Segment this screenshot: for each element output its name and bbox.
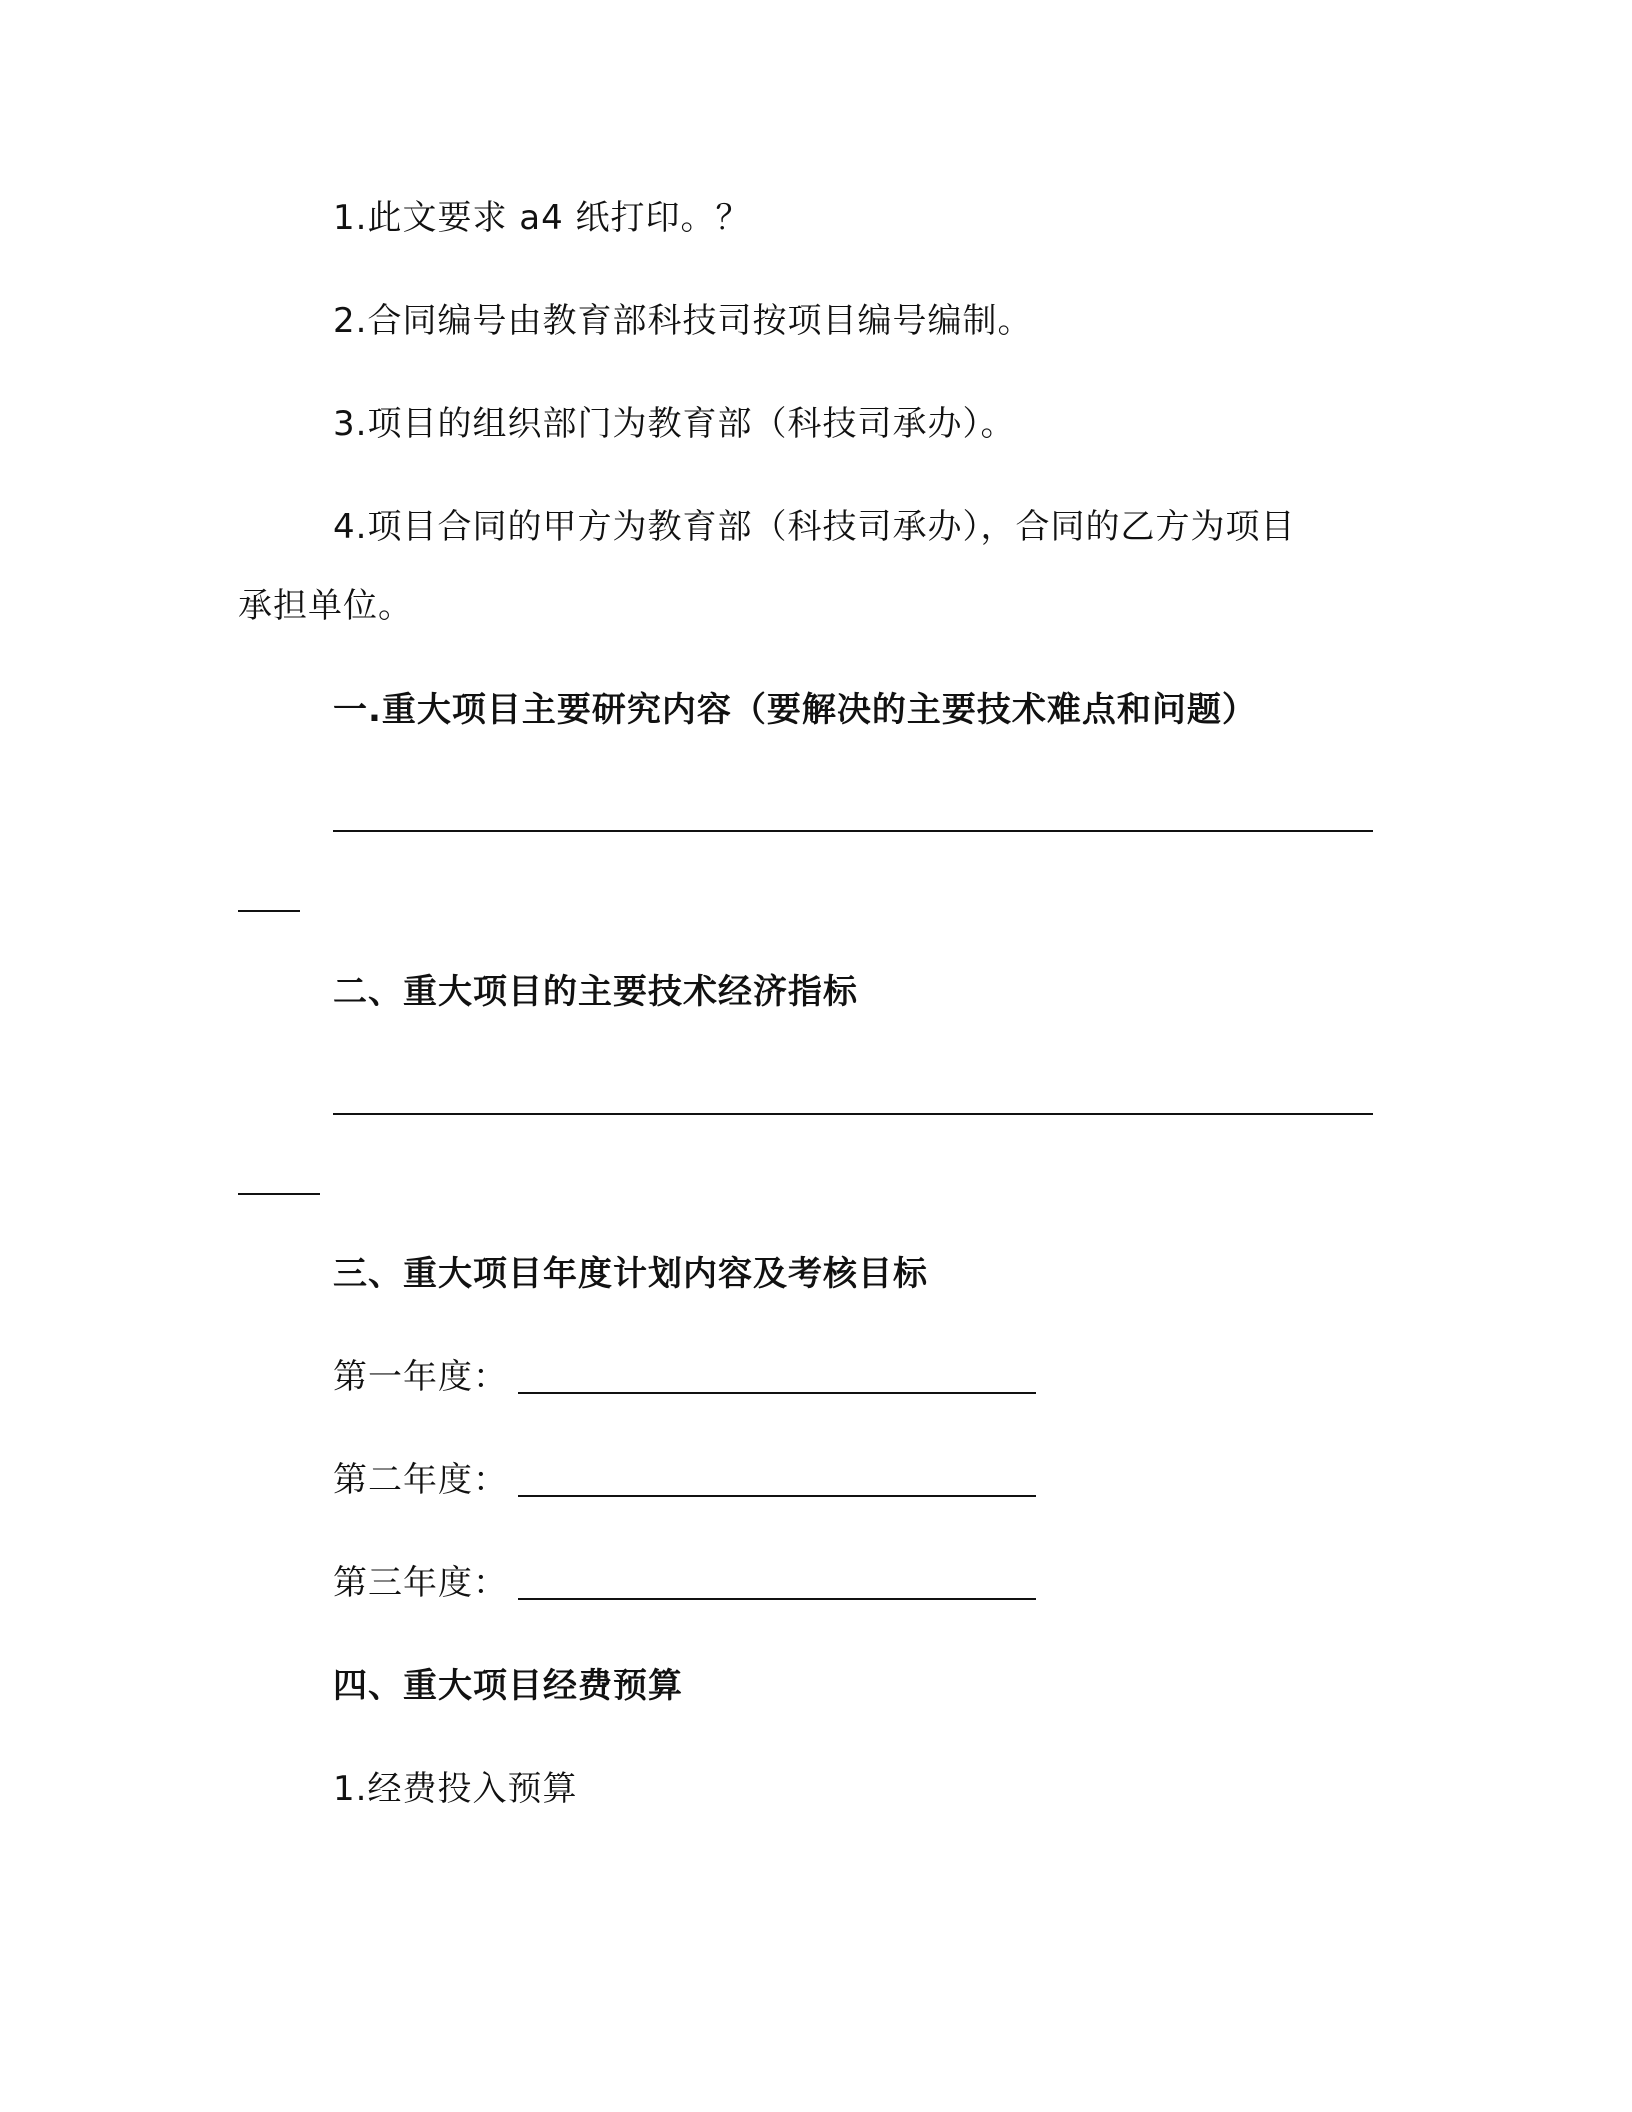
note-4-line-1: 4.项目合同的甲方为教育部（科技司承办），合同的乙方为项目 — [333, 507, 1296, 547]
budget-item-1: 1.经费投入预算 — [333, 1769, 578, 1809]
section-2-fill-line-cont — [238, 1193, 320, 1195]
year-2-fill-line — [518, 1495, 1036, 1497]
note-4-line-2: 承担单位。 — [238, 586, 413, 626]
section-2-fill-line — [333, 1113, 1373, 1115]
note-2: 2.合同编号由教育部科技司按项目编号编制。 — [333, 301, 1033, 341]
section-4-title: 四、重大项目经费预算 — [333, 1666, 683, 1706]
note-1: 1.此文要求 a4 纸打印。？ — [333, 198, 751, 238]
year-1-fill-line — [518, 1392, 1036, 1394]
year-1-label: 第一年度： — [333, 1357, 508, 1397]
year-2-label: 第二年度： — [333, 1460, 508, 1500]
section-1-fill-line — [333, 830, 1373, 832]
section-3-title: 三、重大项目年度计划内容及考核目标 — [333, 1254, 928, 1294]
year-3-fill-line — [518, 1598, 1036, 1600]
note-3: 3.项目的组织部门为教育部（科技司承办）。 — [333, 404, 1016, 444]
section-1-fill-line-cont — [238, 910, 300, 912]
section-2-title: 二、重大项目的主要技术经济指标 — [333, 972, 858, 1012]
section-1-title: 一.重大项目主要研究内容（要解决的主要技术难点和问题） — [333, 690, 1257, 730]
year-3-label: 第三年度： — [333, 1563, 508, 1603]
